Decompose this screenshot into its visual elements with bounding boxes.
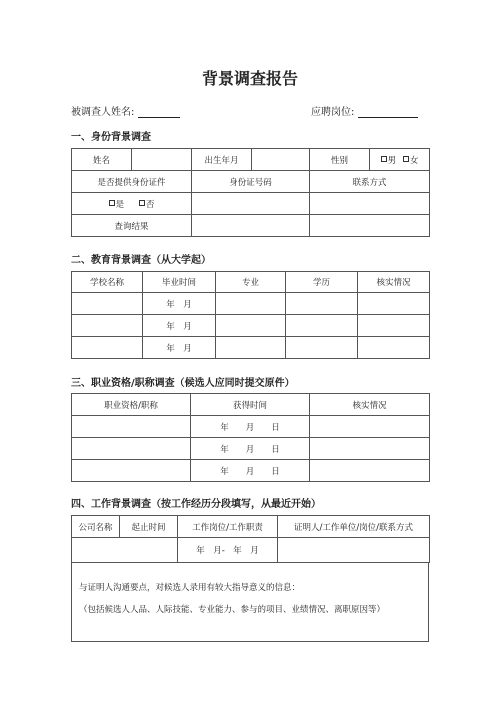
gender-options [370, 149, 430, 171]
school-cell[interactable] [72, 315, 143, 337]
column-header: 学历 [286, 272, 358, 293]
column-header: 工作岗位/工作职责 [178, 516, 278, 538]
reference-cell[interactable] [278, 538, 430, 563]
obtained-date-cell[interactable]: 年 月 日 [191, 416, 310, 438]
table-row [72, 460, 430, 482]
section-1-heading: 一、身份背景调查 [71, 132, 151, 143]
applied-position-label: 应聘岗位: [311, 107, 355, 118]
qualification-cell[interactable] [72, 460, 191, 482]
column-header: 核实情况 [358, 272, 430, 293]
identity-table [71, 148, 430, 237]
column-header: 证明人/工作单位/岗位/联系方式 [278, 516, 430, 538]
verification-cell[interactable] [358, 293, 430, 315]
table-row [72, 538, 430, 563]
id-number-cell[interactable] [192, 193, 310, 215]
query-result-cell[interactable] [192, 215, 310, 237]
subject-name-field [71, 103, 180, 118]
major-cell[interactable] [216, 315, 286, 337]
table-row [72, 416, 430, 438]
qualification-cell[interactable] [72, 438, 191, 460]
column-header: 学校名称 [72, 272, 143, 293]
section-4-heading: 四、工作背景调查（按工作经历分段填写，从最近开始） [71, 499, 321, 510]
notes-hint: （包括候选人人品、人际技能、专业能力、参与的项目、业绩情况、离职原因等） [79, 605, 386, 615]
table-row [72, 337, 430, 359]
table-row [72, 438, 430, 460]
degree-cell[interactable] [286, 315, 358, 337]
provided-id-options [72, 193, 192, 215]
section-2-heading: 二、教育背景调查（从大学起） [71, 255, 211, 266]
column-header: 职业资格/职称 [72, 394, 191, 416]
applied-position-blank[interactable] [358, 106, 418, 118]
query-result-label: 查询结果 [72, 215, 192, 237]
verification-cell[interactable] [310, 460, 430, 482]
verification-cell[interactable] [310, 438, 430, 460]
qualification-cell[interactable] [72, 416, 191, 438]
qualification-table [71, 393, 430, 482]
period-cell[interactable]: 年 月- 年 月 [178, 538, 278, 563]
no-checkbox[interactable] [139, 200, 145, 206]
degree-cell[interactable] [286, 293, 358, 315]
graduation-date-cell[interactable]: 年 月 [143, 293, 216, 315]
major-cell[interactable] [216, 293, 286, 315]
school-cell[interactable] [72, 293, 143, 315]
birth-cell[interactable] [252, 149, 310, 171]
major-cell[interactable] [216, 337, 286, 359]
column-header: 核实情况 [310, 394, 430, 416]
verification-cell[interactable] [310, 416, 430, 438]
provided-id-label: 是否提供身份证件 [72, 171, 192, 193]
obtained-date-cell[interactable]: 年 月 日 [191, 460, 310, 482]
no-label: 否 [145, 199, 155, 210]
table-row [72, 293, 430, 315]
table-row [72, 516, 430, 538]
degree-cell[interactable] [286, 337, 358, 359]
male-checkbox[interactable] [381, 156, 387, 162]
id-number-label: 身份证号码 [192, 171, 310, 193]
graduation-date-cell[interactable]: 年 月 [143, 315, 216, 337]
gender-label: 性别 [310, 149, 370, 171]
query-result-cell[interactable] [310, 215, 430, 237]
school-cell[interactable] [72, 337, 143, 359]
contact-label: 联系方式 [310, 171, 430, 193]
obtained-date-cell[interactable]: 年 月 日 [191, 438, 310, 460]
notes-prompt: 与证明人沟通要点，对候选人录用有较大指导意义的信息： [79, 583, 301, 593]
subject-name-blank[interactable] [138, 106, 180, 118]
verification-cell[interactable] [358, 315, 430, 337]
education-table [71, 271, 430, 359]
applied-position-field [311, 103, 418, 118]
reference-notes-box[interactable] [71, 562, 429, 642]
table-row [72, 215, 430, 237]
name-label: 姓名 [72, 149, 132, 171]
verification-cell[interactable] [358, 337, 430, 359]
female-label: 女 [409, 155, 419, 166]
column-header: 获得时间 [191, 394, 310, 416]
column-header: 毕业时间 [143, 272, 216, 293]
table-row [72, 272, 430, 293]
name-cell[interactable] [132, 149, 192, 171]
yes-checkbox[interactable] [109, 200, 115, 206]
column-header: 专业 [216, 272, 286, 293]
male-label: 男 [387, 155, 397, 166]
table-row [72, 394, 430, 416]
yes-label: 是 [115, 199, 125, 210]
table-row [72, 315, 430, 337]
table-row [72, 193, 430, 215]
column-header: 公司名称 [72, 516, 120, 538]
contact-cell[interactable] [310, 193, 430, 215]
birth-label: 出生年月 [192, 149, 252, 171]
company-cell[interactable] [72, 538, 178, 563]
table-row [72, 171, 430, 193]
female-checkbox[interactable] [403, 156, 409, 162]
graduation-date-cell[interactable]: 年 月 [143, 337, 216, 359]
section-3-heading: 三、职业资格/职称调查（候选人应同时提交原件） [71, 378, 295, 389]
column-header: 起止时间 [120, 516, 178, 538]
table-row [72, 149, 430, 171]
work-history-table [71, 515, 430, 563]
page-title: 背景调查报告 [201, 69, 298, 88]
subject-name-label: 被调查人姓名: [71, 107, 135, 118]
